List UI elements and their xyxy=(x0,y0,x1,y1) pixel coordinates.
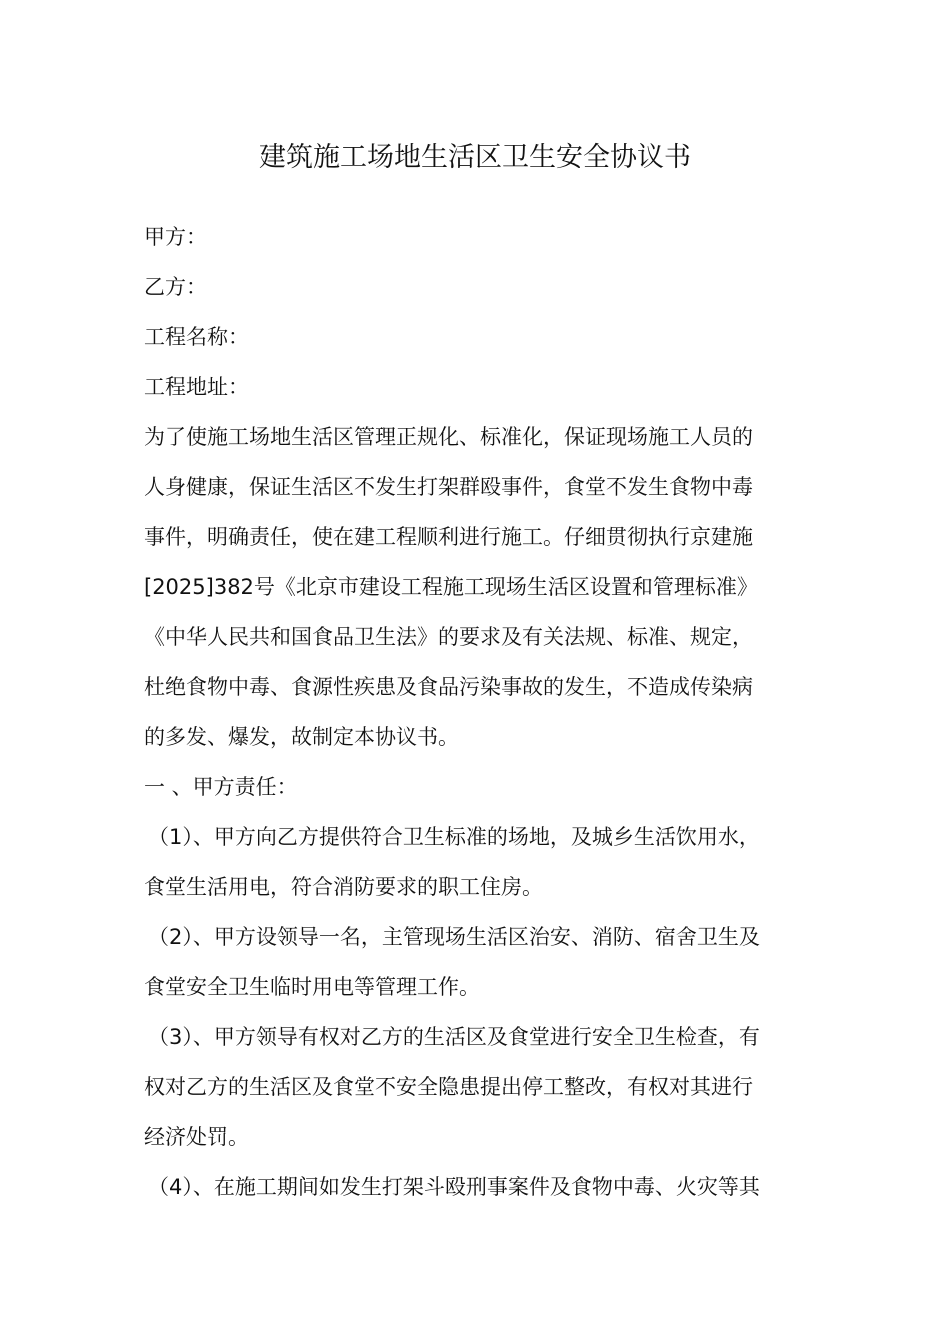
paragraph-line: 为了使施工场地生活区管理正规化、标准化，保证现场施工人员的 xyxy=(144,425,753,449)
section-heading: 一 、甲方责任： xyxy=(144,775,298,799)
clause-line: （1）、甲方向乙方提供符合卫生标准的场地，及城乡生活饮用水， xyxy=(148,825,760,849)
paragraph-line: 人身健康，保证生活区不发生打架群殴事件，食堂不发生食物中毒 xyxy=(144,475,753,499)
clause-line: 食堂生活用电，符合消防要求的职工住房。 xyxy=(144,875,543,899)
paragraph-line: 事件，明确责任，使在建工程顺利进行施工。仔细贯彻执行京建施 xyxy=(144,525,753,549)
document-body xyxy=(144,212,812,1212)
project-name-line: 工程名称： xyxy=(144,325,249,349)
party-a-line: 甲方： xyxy=(144,225,207,249)
paragraph-line: 《中华人民共和国食品卫生法》的要求及有关法规、标准、规定， xyxy=(144,625,753,649)
document-title: 建筑施工场地生活区卫生安全协议书 xyxy=(259,142,691,173)
paragraph-line: 杜绝食物中毒、食源性疾患及食品污染事故的发生，不造成传染病 xyxy=(144,675,753,699)
clause-line: （3）、甲方领导有权对乙方的生活区及食堂进行安全卫生检查，有 xyxy=(148,1025,760,1049)
party-b-line: 乙方： xyxy=(144,275,207,299)
clause-line: （4）、在施工期间如发生打架斗殴刑事案件及食物中毒、火灾等其 xyxy=(148,1175,760,1199)
clause-line: 食堂安全卫生临时用电等管理工作。 xyxy=(144,975,480,999)
paragraph-line: [2025]382号《北京市建设工程施工现场生活区设置和管理标准》 xyxy=(144,575,758,599)
clause-line: 权对乙方的生活区及食堂不安全隐患提出停工整改，有权对其进行 xyxy=(144,1075,753,1099)
paragraph-line: 的多发、爆发，故制定本协议书。 xyxy=(144,725,459,749)
clause-line: 经济处罚。 xyxy=(144,1125,249,1149)
clause-line: （2）、甲方设领导一名，主管现场生活区治安、消防、宿舍卫生及 xyxy=(148,925,760,949)
project-address-line: 工程地址： xyxy=(144,375,249,399)
